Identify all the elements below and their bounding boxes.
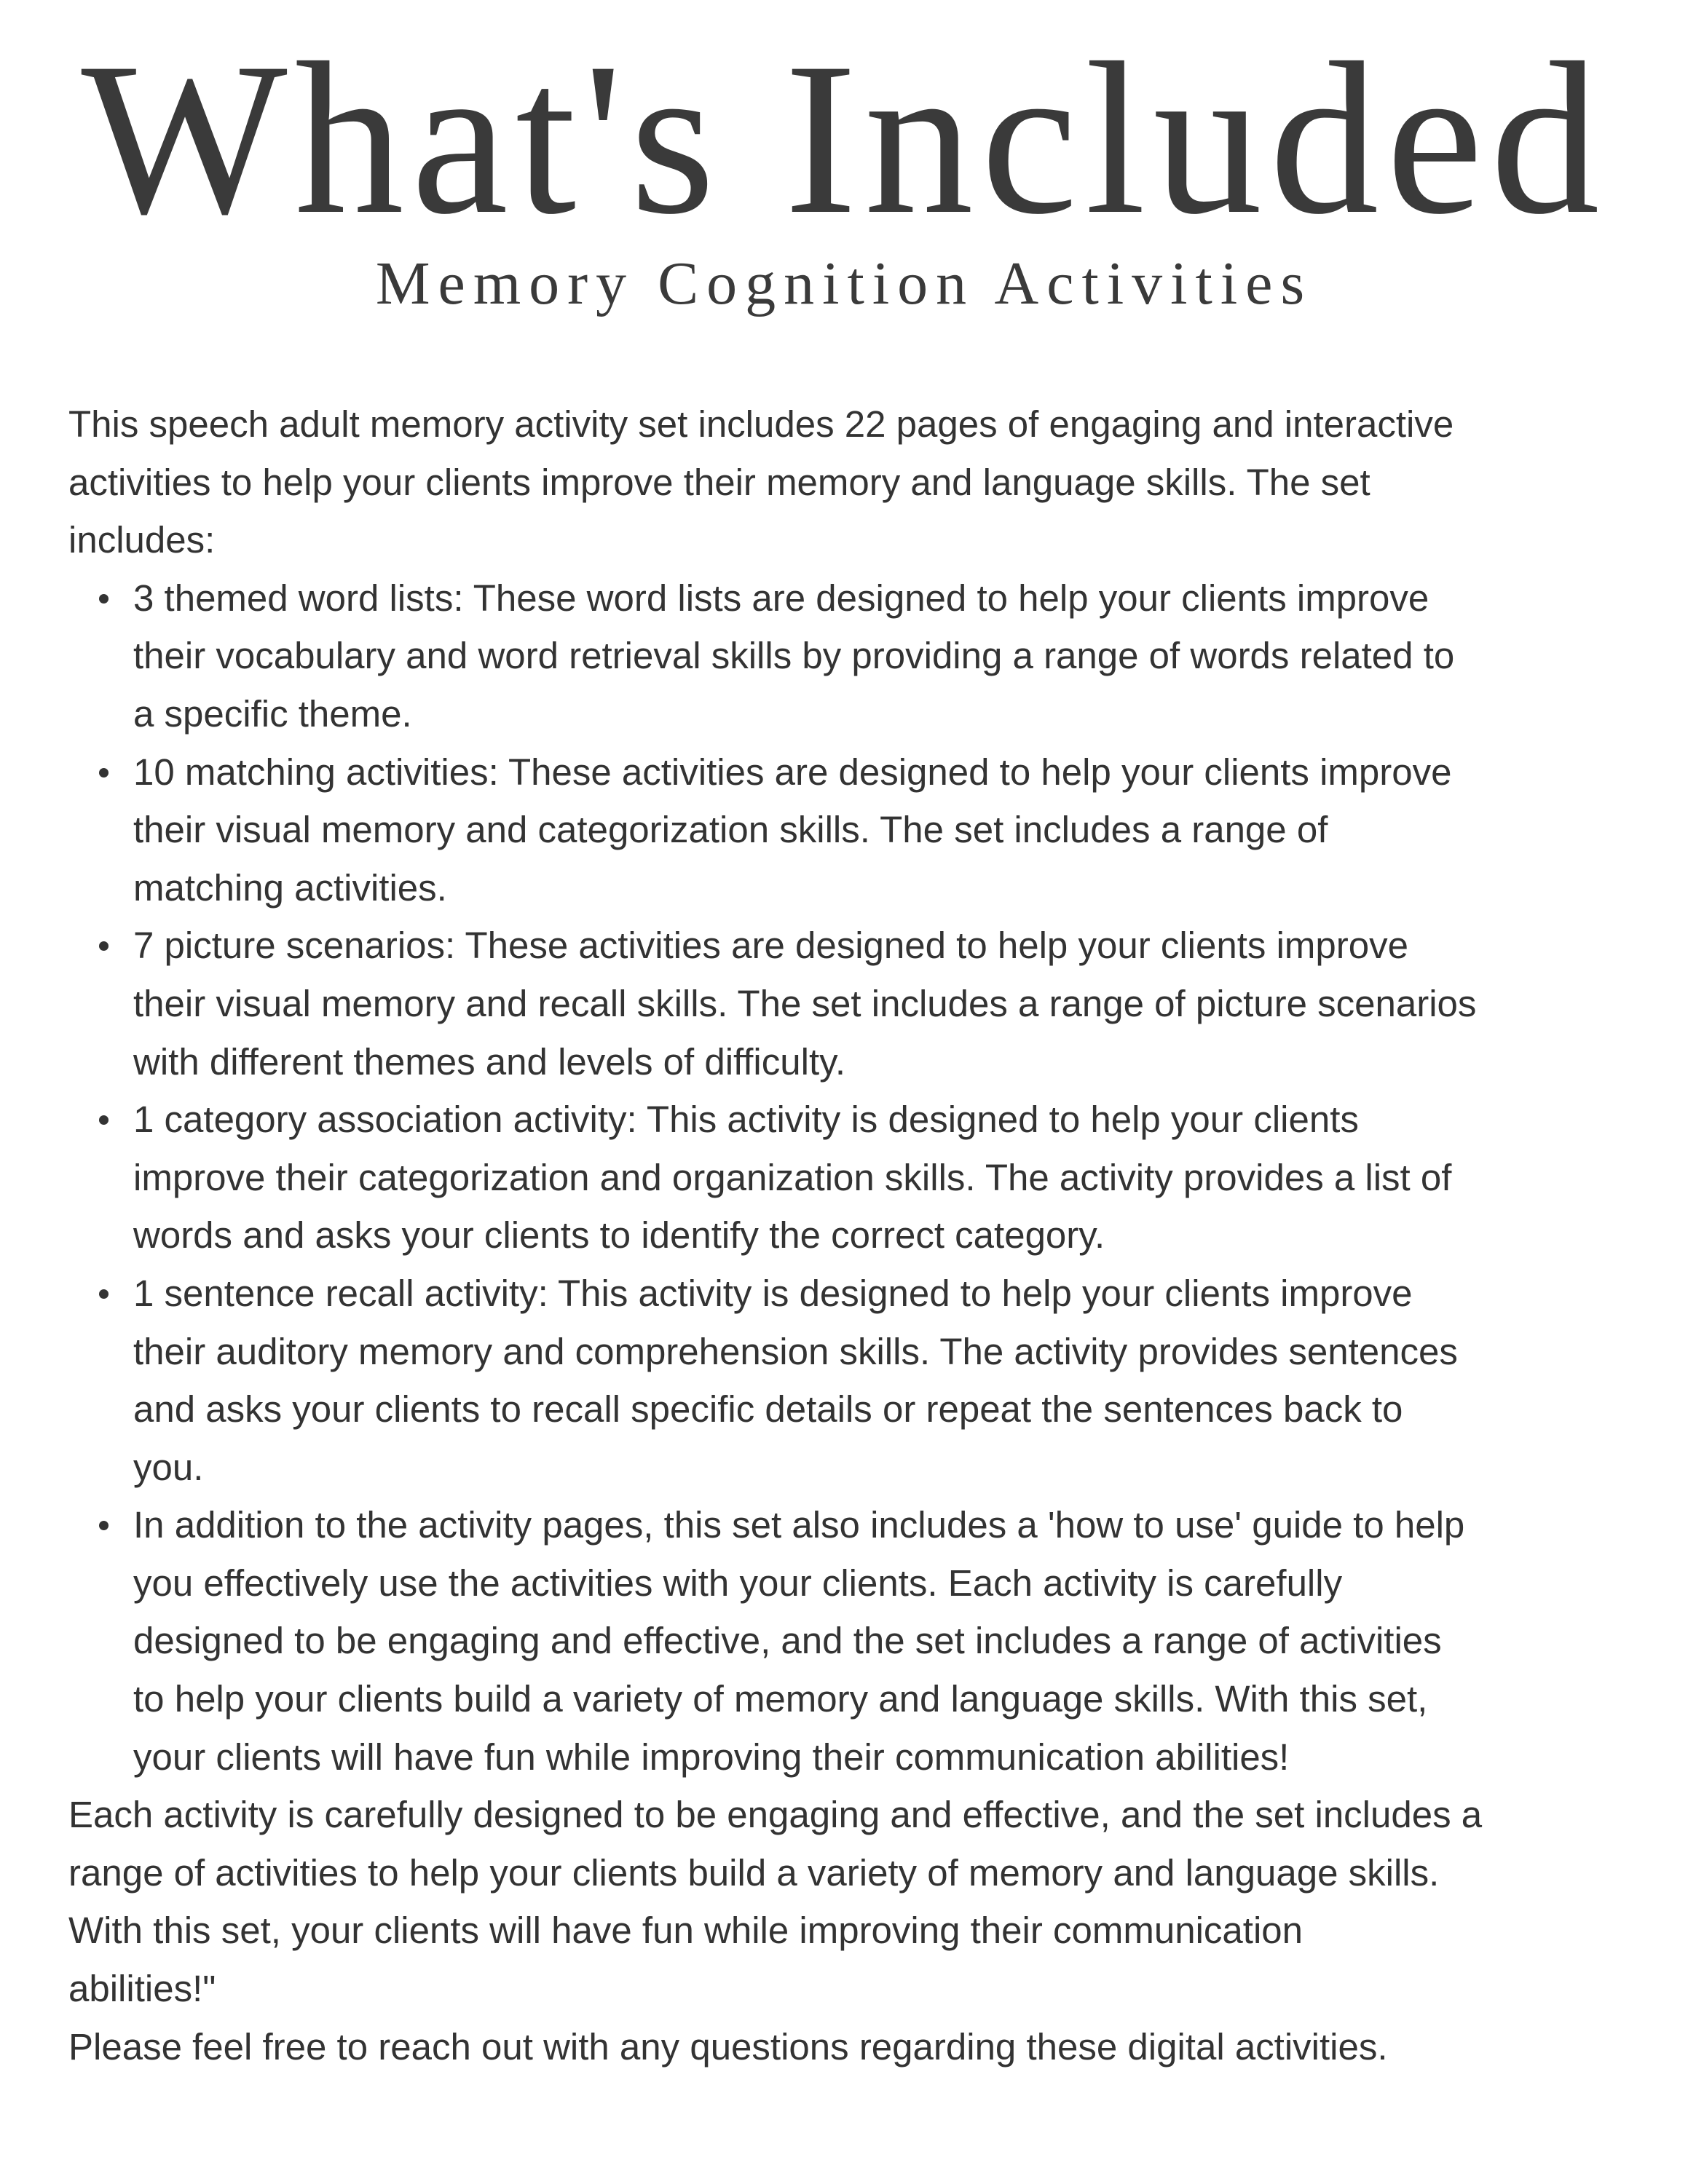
text-line: their visual memory and categorization skills. The set includes a range of bbox=[133, 809, 1328, 851]
text-line: you. bbox=[133, 1446, 204, 1488]
text-line: their auditory memory and comprehension skills. The activity provides sentences bbox=[133, 1330, 1458, 1372]
page-title: What's Included bbox=[81, 17, 1607, 259]
list-item bbox=[68, 743, 1671, 917]
list-item bbox=[68, 1265, 1671, 1496]
text-line: includes: bbox=[68, 519, 216, 561]
list-item bbox=[68, 569, 1671, 743]
text-line: a specific theme. bbox=[133, 692, 412, 735]
text-line: range of activities to help your clients build a variety of memory and language skills. bbox=[68, 1851, 1440, 1894]
text-line: with different themes and levels of difficulty. bbox=[133, 1040, 846, 1083]
text-line: 7 picture scenarios: These activities are designed to help your clients improve bbox=[133, 925, 1408, 967]
list-item bbox=[68, 1091, 1671, 1265]
outro-paragraph bbox=[68, 1786, 1671, 2017]
text-line: you effectively use the activities with your clients. Each activity is carefully bbox=[133, 1562, 1343, 1604]
text-line: and asks your clients to recall specific details or repeat the sentences back to bbox=[133, 1388, 1403, 1431]
page-subtitle: Memory Cognition Activities bbox=[375, 250, 1313, 317]
text-line: Please feel free to reach out with any questions regarding these digital activities. bbox=[68, 2025, 1388, 2068]
text-line: their visual memory and recall skills. The set includes a range of picture scenarios bbox=[133, 982, 1477, 1024]
intro-paragraph bbox=[68, 395, 1671, 569]
included-items-list bbox=[68, 569, 1671, 1786]
list-item bbox=[68, 917, 1671, 1091]
text-line: 1 category association activity: This activity is designed to help your clients bbox=[133, 1099, 1359, 1141]
text-line: Each activity is carefully designed to be engaging and effective, and the set includes a bbox=[68, 1794, 1483, 1836]
text-line: This speech adult memory activity set includes 22 pages of engaging and interactive bbox=[68, 403, 1454, 445]
description-body bbox=[68, 395, 1671, 2076]
text-line: 3 themed word lists: These word lists are designed to help your clients improve bbox=[133, 577, 1429, 619]
text-line: to help your clients build a variety of memory and language skills. With this set, bbox=[133, 1678, 1428, 1720]
text-line: improve their categorization and organization skills. The activity provides a list of bbox=[133, 1156, 1452, 1198]
text-line: In addition to the activity pages, this set also includes a 'how to use' guide to help bbox=[133, 1504, 1465, 1546]
text-line: your clients will have fun while improving their communication abilities! bbox=[133, 1736, 1290, 1778]
text-line: 10 matching activities: These activities are designed to help your clients improve bbox=[133, 751, 1452, 793]
text-line: 1 sentence recall activity: This activity is designed to help your clients improve bbox=[133, 1272, 1413, 1314]
text-line: their vocabulary and word retrieval skills by providing a range of words related to bbox=[133, 635, 1455, 677]
text-line: words and asks your clients to identify the correct category. bbox=[133, 1214, 1105, 1257]
text-line: With this set, your clients will have fun while improving their communication bbox=[68, 1910, 1304, 1952]
closing-paragraph bbox=[68, 2018, 1671, 2076]
text-line: abilities!" bbox=[68, 1968, 216, 2010]
text-line: designed to be engaging and effective, and the set includes a range of activities bbox=[133, 1620, 1442, 1662]
text-line: matching activities. bbox=[133, 866, 447, 909]
list-item bbox=[68, 1496, 1671, 1786]
text-line: activities to help your clients improve their memory and language skills. The set bbox=[68, 461, 1370, 503]
